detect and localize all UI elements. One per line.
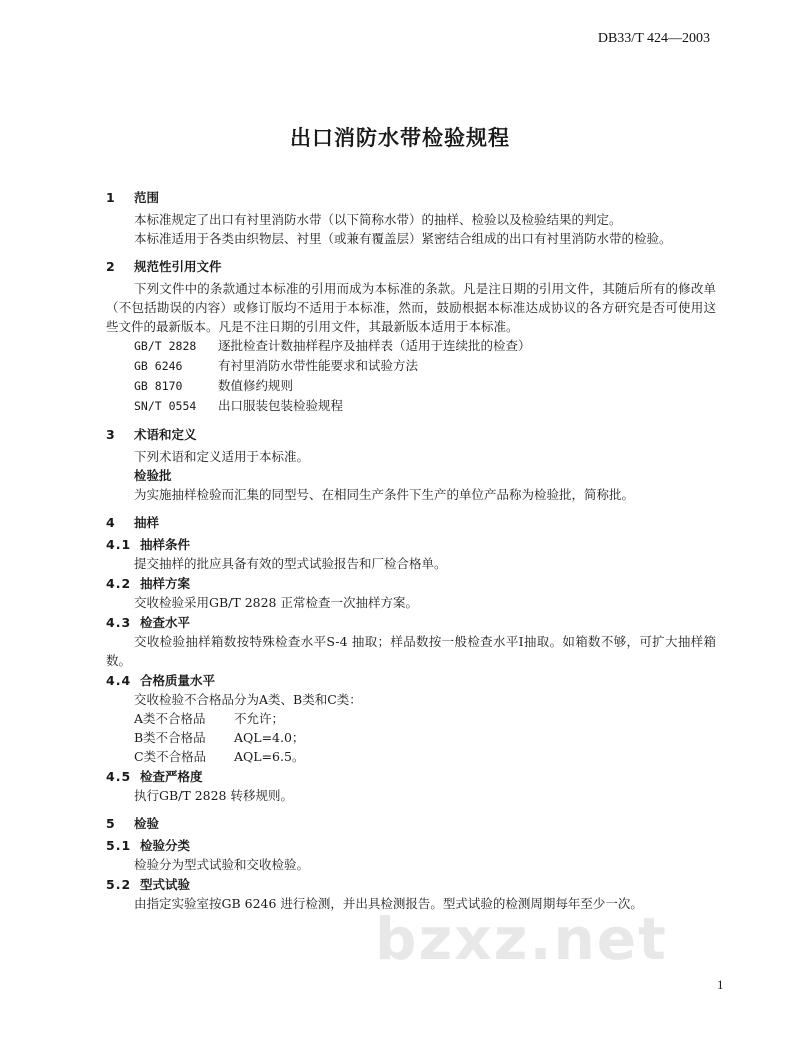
section-number: 2 — [106, 259, 115, 274]
quality-level-row — [106, 747, 716, 766]
reference-code: SN/T 0554 — [134, 399, 197, 413]
subsection-5-2-heading — [106, 875, 716, 894]
subsection-title: 检验分类 — [140, 838, 191, 853]
paragraph: 交收检验抽样箱数按特殊检查水平S-4 抽取；样品数按一般检查水平Ⅰ抽取。如箱数不够，可扩大抽样箱数。 — [106, 634, 716, 668]
section-5-heading — [106, 814, 716, 834]
watermark: bzxz.net — [375, 905, 668, 973]
section-4-heading — [106, 513, 716, 533]
subsection-title: 抽样条件 — [140, 537, 191, 552]
reference-code: GB 6246 — [134, 359, 183, 373]
reference-item — [106, 356, 716, 376]
paragraph: 本标准规定了出口有衬里消防水带（以下简称水带）的抽样、检验以及检验结果的判定。 — [134, 212, 622, 227]
subsection-4-2-heading — [106, 574, 716, 593]
subsection-title: 合格质量水平 — [140, 673, 216, 688]
aql-value: AQL=6.5。 — [234, 749, 305, 764]
subsection-number: 5.2 — [106, 877, 132, 892]
defect-class: C类不合格品 — [134, 749, 207, 764]
reference-title: 逐批检查计数抽样程序及抽样表（适用于连续批的检查） — [218, 338, 531, 353]
section-title: 检验 — [134, 816, 160, 831]
document-body — [106, 188, 716, 913]
subsection-4-5-heading — [106, 767, 716, 786]
section-title: 抽样 — [134, 515, 160, 530]
subsection-4-3-heading — [106, 613, 716, 632]
reference-item — [106, 396, 716, 416]
section-number: 4 — [106, 515, 115, 530]
subsection-4-4-heading — [106, 671, 716, 690]
paragraph: 检验分为型式试验和交收检验。 — [134, 857, 310, 872]
subsection-title: 型式试验 — [140, 877, 191, 892]
subsection-number: 4.2 — [106, 576, 132, 591]
paragraph: 本标准适用于各类由织物层、衬里（或兼有覆盖层）紧密结合组成的出口有衬里消防水带的检验。 — [134, 231, 672, 246]
reference-item — [106, 376, 716, 396]
subsection-number: 4.3 — [106, 615, 132, 630]
section-1-heading — [106, 188, 716, 208]
section-title: 规范性引用文件 — [134, 259, 222, 274]
reference-title: 数值修约规则 — [218, 378, 294, 393]
paragraph: 交收检验采用GB/T 2828 正常检查一次抽样方案。 — [134, 595, 418, 610]
defect-class: A类不合格品 — [134, 711, 206, 726]
reference-title: 有衬里消防水带性能要求和试验方法 — [218, 358, 419, 373]
paragraph: 交收检验不合格品分为A类、B类和C类： — [134, 692, 362, 707]
paragraph: 由指定实验室按GB 6246 进行检测，并出具检测报告。型式试验的检测周期每年至少一次。 — [134, 896, 643, 911]
reference-code: GB 8170 — [134, 379, 183, 393]
section-number: 3 — [106, 427, 115, 442]
quality-level-row — [106, 728, 716, 747]
paragraph: 执行GB/T 2828 转移规则。 — [134, 788, 293, 803]
term-definition: 为实施抽样检验而汇集的同型号、在相同生产条件下生产的单位产品称为检验批，简称批。 — [134, 487, 635, 502]
subsection-title: 检查严格度 — [140, 769, 203, 784]
page-number: 1 — [717, 977, 724, 992]
subsection-number: 4.5 — [106, 769, 132, 784]
paragraph: 提交抽样的批应具备有效的型式试验报告和厂检合格单。 — [134, 556, 447, 571]
aql-value: 不允许； — [234, 711, 285, 726]
section-3-heading — [106, 425, 716, 445]
section-2-heading — [106, 257, 716, 277]
reference-title: 出口服装包装检验规程 — [218, 398, 344, 413]
subsection-4-1-heading — [106, 535, 716, 554]
quality-level-row — [106, 709, 716, 728]
subsection-number: 4.1 — [106, 537, 132, 552]
term-name: 检验批 — [134, 468, 172, 483]
aql-value: AQL=4.0； — [234, 730, 305, 745]
subsection-title: 抽样方案 — [140, 576, 191, 591]
reference-code: GB/T 2828 — [134, 339, 197, 353]
defect-class: B类不合格品 — [134, 730, 206, 745]
subsection-number: 5.1 — [106, 838, 132, 853]
section-number: 5 — [106, 816, 115, 831]
section-title: 范围 — [134, 190, 160, 205]
section-title: 术语和定义 — [134, 427, 197, 442]
paragraph: 下列术语和定义适用于本标准。 — [134, 449, 310, 464]
subsection-title: 检查水平 — [140, 615, 191, 630]
paragraph: 下列文件中的条款通过本标准的引用而成为本标准的条款。凡是注日期的引用文件，其随后所有的修改单（不包括勘误的内容）或修订版均不适用于本标准，然而，鼓励根据本标准达成协议的各方研究是否可使用这些文件的最新版本。凡是不注日期的引用文件，其最新版本适用于本标准。 — [106, 281, 716, 334]
subsection-number: 4.4 — [106, 673, 132, 688]
subsection-5-1-heading — [106, 836, 716, 855]
section-number: 1 — [106, 190, 115, 205]
page-title: 出口消防水带检验规程 — [290, 126, 510, 150]
document-code: DB33/T 424—2003 — [597, 31, 710, 46]
reference-item — [106, 336, 716, 356]
